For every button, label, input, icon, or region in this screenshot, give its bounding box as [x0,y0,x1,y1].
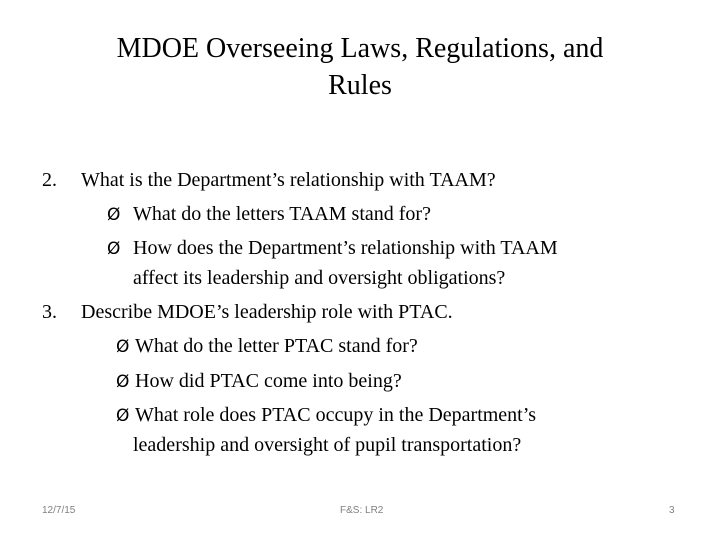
arrow-bullet-icon: Ø [116,406,130,426]
sub-bullet-continuation: affect its leadership and oversight obligations? [133,267,506,289]
sub-bullet-text: What do the letter PTAC stand for? [135,335,418,357]
arrow-bullet-icon: Ø [116,337,130,357]
sub-bullet-text: What do the letters TAAM stand for? [133,203,431,225]
footer-date: 12/7/15 [42,505,76,516]
list-item-text: What is the Department’s relationship with TAAM? [81,169,496,191]
sub-bullet [116,369,402,394]
footer-center-text: F&S: LR2 [340,505,384,516]
sub-bullet-text: How does the Department’s relationship with TAAM [133,237,558,259]
list-item-text: Describe MDOE’s leadership role with PTAC. [81,301,453,323]
list-number: 3. [42,301,57,323]
sub-bullet [107,236,558,261]
footer-page-number: 3 [669,505,675,516]
sub-bullet [116,334,418,359]
sub-bullet-continuation: leadership and oversight of pupil transportation? [133,434,522,456]
sub-bullet-text: What role does PTAC occupy in the Department’s [135,404,537,426]
sub-bullet [116,403,537,428]
list-number: 2. [42,169,57,191]
slide-title-line-1: MDOE Overseeing Laws, Regulations, and [116,33,604,64]
slide-title-line-2: Rules [328,70,392,101]
arrow-bullet-icon: Ø [107,239,121,259]
arrow-bullet-icon: Ø [107,205,121,225]
sub-bullet [107,202,431,227]
arrow-bullet-icon: Ø [116,372,130,392]
sub-bullet-text: How did PTAC come into being? [135,370,402,392]
